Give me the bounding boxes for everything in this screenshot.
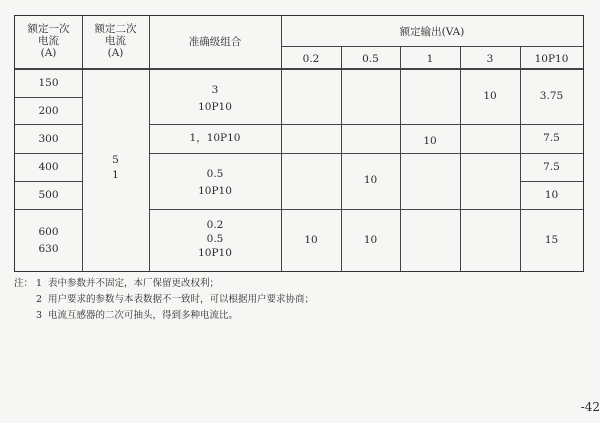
table-rule: [149, 153, 583, 154]
primary-current-cell: [15, 224, 82, 258]
output-cell: 10: [423, 135, 437, 147]
primary-current-cell: 150: [38, 77, 59, 89]
table-rule: [15, 153, 82, 154]
primary-current-value: 600: [38, 226, 59, 238]
note-number: 1: [36, 278, 43, 289]
table-rule: [400, 46, 401, 271]
notes-section: [14, 276, 314, 324]
header-line: 额定一次: [27, 23, 70, 35]
note-text: 表中参数并不固定，本厂保留更改权利；: [48, 278, 220, 289]
primary-current-cell: 300: [38, 133, 59, 145]
header-line: 电流: [105, 35, 126, 47]
header-rated-primary: [15, 23, 82, 59]
header-line: 电流: [38, 35, 59, 47]
table-rule: [520, 181, 583, 182]
header-output-col: 3: [486, 53, 494, 65]
output-cell: 7.5: [543, 132, 560, 144]
output-cell: 15: [544, 234, 559, 246]
header-line: 额定二次: [94, 23, 137, 35]
note-prefix: 注：: [14, 278, 34, 289]
header-output-col: 0.2: [302, 53, 320, 65]
accuracy-class: 0.2: [206, 219, 224, 231]
output-cell: 10: [304, 234, 318, 246]
table-rule: [15, 209, 82, 210]
accuracy-class: 10P10: [198, 185, 232, 197]
accuracy-group: [149, 82, 281, 116]
header-output-col: 1: [426, 53, 434, 65]
accuracy-class: 1，10P10: [189, 132, 241, 144]
accuracy-group: [149, 132, 281, 144]
output-cell: 10: [363, 234, 378, 246]
output-cell: 10: [483, 90, 497, 102]
table-rule: [281, 46, 583, 47]
header-rated-output: 额定输出(VA): [399, 26, 465, 38]
note-number: 3: [36, 310, 43, 321]
secondary-current-value: 5: [112, 154, 119, 166]
output-cell: 3.75: [539, 90, 564, 102]
table-rule: [15, 97, 82, 98]
header-output-col: 10P10: [534, 53, 569, 65]
header-rated-secondary: [82, 23, 149, 59]
accuracy-group: [149, 218, 281, 260]
note-item: [14, 292, 314, 308]
output-cell: 10: [544, 189, 559, 201]
note-text: 电流互感器的二次可抽头，得到多种电流比。: [48, 310, 239, 321]
accuracy-class: 10P10: [198, 101, 232, 113]
note-item: [14, 276, 314, 292]
output-cell: 10: [363, 174, 378, 186]
table-rule: [15, 68, 583, 70]
primary-current-cell: 500: [38, 189, 59, 201]
accuracy-group: [149, 166, 281, 200]
header-output-col: 0.5: [362, 53, 379, 65]
accuracy-class: 0.5: [206, 233, 224, 245]
primary-current-value: 630: [38, 243, 59, 255]
note-item: [14, 308, 314, 324]
table-rule: [15, 181, 82, 182]
note-text: 用户要求的参数与本表数据不一致时，可以根据用户要求协商；: [48, 294, 315, 305]
rating-table: [14, 15, 584, 272]
header-line: (A): [107, 47, 124, 59]
secondary-current-value: 1: [112, 169, 119, 181]
header-line: (A): [40, 47, 57, 59]
secondary-current-cell: [82, 153, 149, 183]
accuracy-class: 10P10: [198, 247, 232, 259]
output-cell: 7.5: [543, 161, 560, 173]
page-number: -42: [580, 400, 600, 414]
primary-current-cell: 400: [38, 161, 59, 173]
accuracy-class: 3: [211, 84, 219, 96]
table-rule: [149, 124, 583, 125]
note-number: 2: [36, 294, 43, 305]
primary-current-cell: 200: [38, 105, 59, 117]
table-rule: [460, 46, 461, 271]
table-rule: [15, 124, 82, 125]
accuracy-class: 0.5: [206, 168, 224, 180]
table-rule: [149, 209, 583, 210]
header-accuracy-combo: 准确级组合: [188, 36, 242, 48]
